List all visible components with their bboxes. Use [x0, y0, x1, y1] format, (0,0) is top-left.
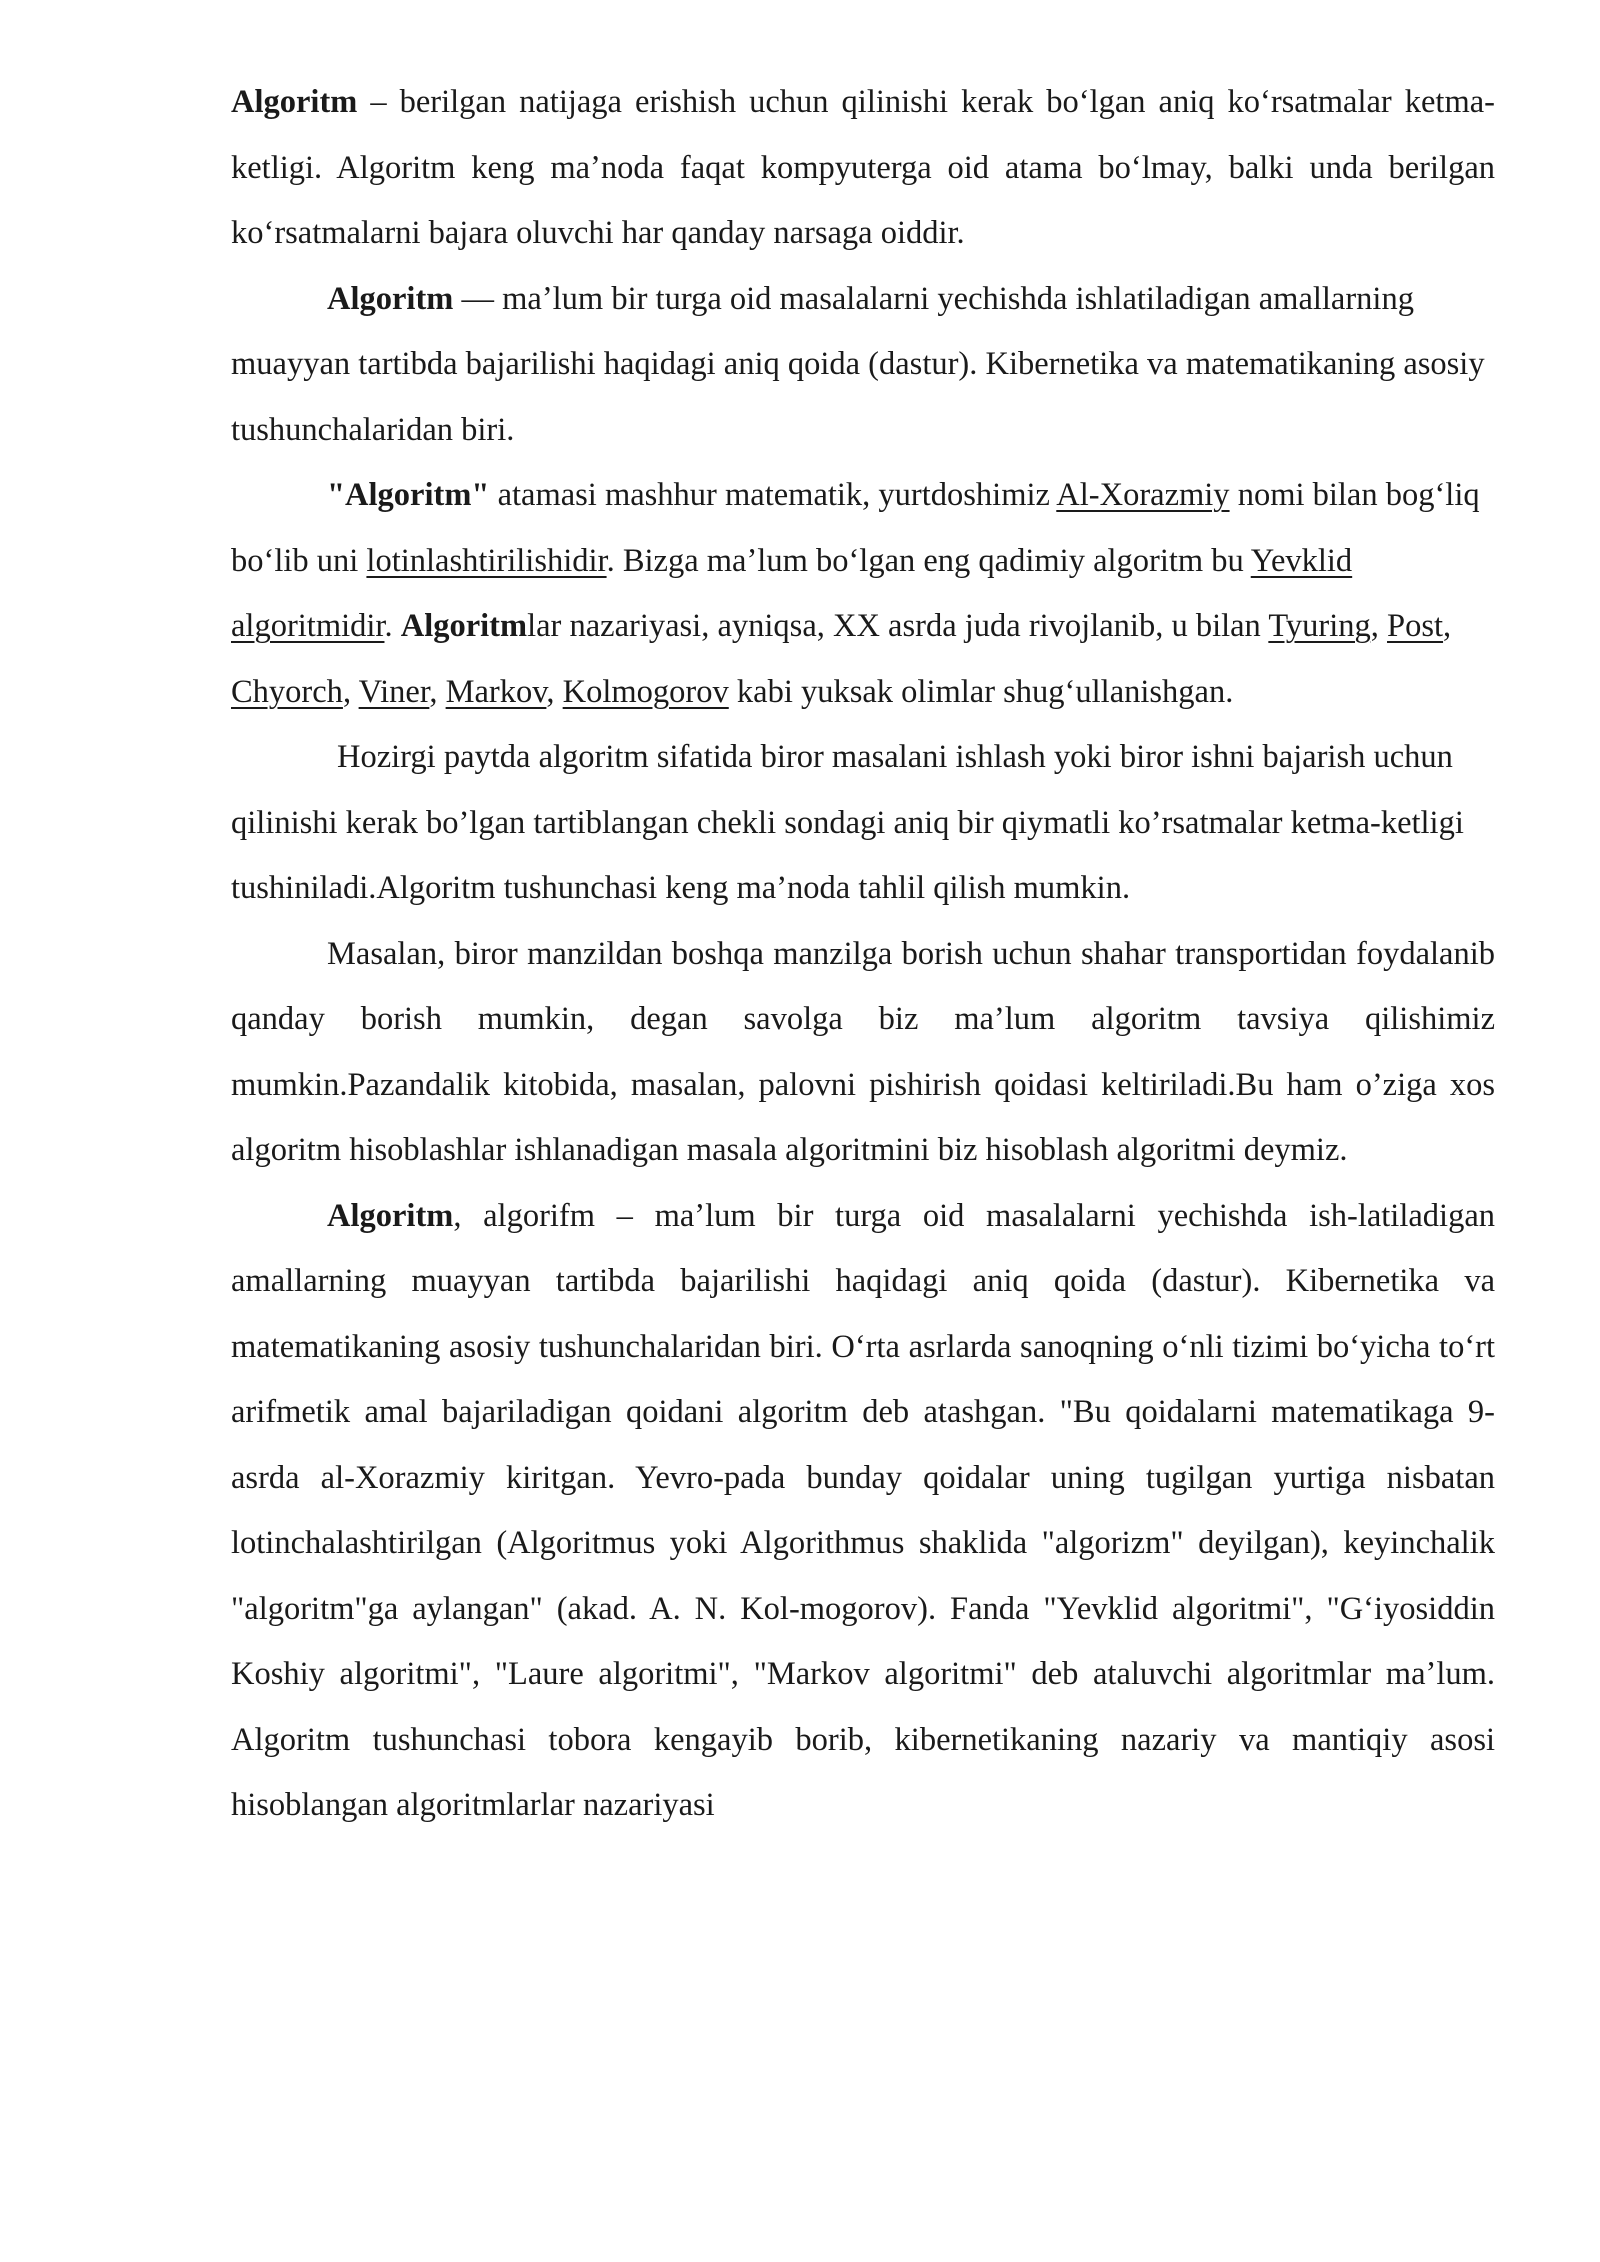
paragraph-text: Hozirgi paytda algoritm sifatida biror masalani ishlash yoki biror ishni bajarish uchun qilinishi kerak bo’lgan tartiblangan chekli sondagi aniq bir qiymatli ko’rsatmalar ketma-ketligi tushiniladi.Algoritm tushunchasi keng ma’noda tahlil qilish mumkin.	[231, 739, 1464, 906]
paragraph-etymology	[231, 463, 1495, 725]
link-post[interactable]: Post	[1387, 608, 1444, 644]
paragraph-text: lar nazariyasi, ayniqsa, XX asrda juda rivojlanib, u bilan	[527, 608, 1269, 644]
term-bold: Algoritm	[327, 1197, 454, 1234]
separator: ,	[546, 673, 563, 710]
term-bold: Algoritm	[400, 608, 528, 644]
separator: ,	[1443, 608, 1452, 644]
paragraph-text: kabi yuksak olimlar shugʻullanishgan.	[728, 673, 1234, 710]
link-viner[interactable]: Viner	[358, 673, 430, 710]
link-markov[interactable]: Markov	[445, 673, 547, 710]
link-tyuring[interactable]: Tyuring	[1268, 608, 1371, 644]
paragraph-example	[231, 922, 1495, 1184]
paragraph-text: .	[384, 608, 401, 644]
paragraph-modern-definition	[231, 725, 1495, 922]
paragraph-definition-1	[231, 70, 1495, 267]
paragraph-text: Masalan, biror manzildan boshqa manzilga borish uchun shahar transportidan foydalanib qanday borish mumkin, degan savolga biz ma’lum algoritm tavsiya qilishimiz mumkin.Pazandalik kitobida, masalan, palovni pishirish qoidasi keltiriladi.Bu ham o’ziga xos algoritm hisoblashlar ishlanadigan masala algoritmini biz hisoblash algoritmi deymiz.	[231, 935, 1495, 1168]
link-yevklid-algoritmidir[interactable]: Yevklid algoritmidir	[231, 542, 1353, 644]
document-page	[231, 70, 1495, 1839]
paragraph-text: . Bizga maʼlum boʻlgan eng qadimiy algoritm bu	[606, 542, 1251, 579]
link-al-xorazmiy[interactable]: Al-Xorazmiy	[1056, 477, 1230, 513]
paragraph-text: – berilgan natijaga erishish uchun qilinishi kerak boʻlgan aniq koʻrsatmalar ketma-ketligi. Algoritm keng maʼnoda faqat kompyuterga oid atama boʻlmay, balki unda berilgan koʻrsatmalarni bajara oluvchi har qanday narsaga oiddir.	[231, 84, 1495, 251]
paragraph-text: nomi bilan bogʻliq boʻlib uni	[231, 477, 1480, 579]
paragraph-definition-2	[231, 267, 1495, 464]
paragraph-text: — maʼlum bir turga oid masalalarni yechishda ishlatiladigan amallarning muayyan tartibda bajarilishi haqidagi aniq qoida (dastur). Kibernetika va matematikaning asosiy tushunchalaridan biri.	[231, 280, 1485, 448]
term-bold: Algoritm	[231, 84, 358, 120]
separator: ,	[342, 673, 359, 710]
term-bold: Algoritm	[327, 280, 454, 317]
paragraph-text: atamasi mashhur matematik, yurtdoshimiz	[489, 477, 1057, 513]
term-bold: "Algoritm"	[327, 477, 490, 513]
paragraph-history	[231, 1184, 1495, 1839]
separator: ,	[1370, 608, 1388, 644]
paragraph-text: , algorifm – maʼlum bir turga oid masalalarni yechishda ish-latiladigan amallarning muayyan tartibda bajarilishi haqidagi aniq qoida (dastur). Kibernetika va matematikaning asosiy tushunchalaridan biri. Oʻrta asrlarda sanoqning oʻnli tizimi boʻyicha toʻrt arifmetik amal bajariladigan qoidani algoritm deb atashgan. "Bu qoidalarni matematikaga 9-asrda al-Xorazmiy kiritgan. Yevro-pada bunday qoidalar uning tugilgan yurtiga nisbatan lotinchalashtirilgan (Algoritmus yoki Algorithmus shaklida "algorizm" deyilgan), keyinchalik "algoritm"ga aylangan" (akad. A. N. Kol-mogorov). Fanda "Yevklid algoritmi", "Gʻiyosiddin Koshiy algoritmi", "Laure algoritmi", "Markov algoritmi" deb ataluvchi algoritmlar maʼlum. Algoritm tushunchasi tobora kengayib borib, kibernetikaning nazariy va mantiqiy asosi hisoblangan algoritmlarlar nazariyasi	[231, 1197, 1495, 1823]
link-kolmogorov[interactable]: Kolmogorov	[562, 673, 729, 710]
separator: ,	[429, 673, 446, 710]
link-chyorch[interactable]: Chyorch	[231, 673, 343, 710]
link-lotinlashtirilishidir[interactable]: lotinlashtirilishidir	[366, 542, 607, 579]
